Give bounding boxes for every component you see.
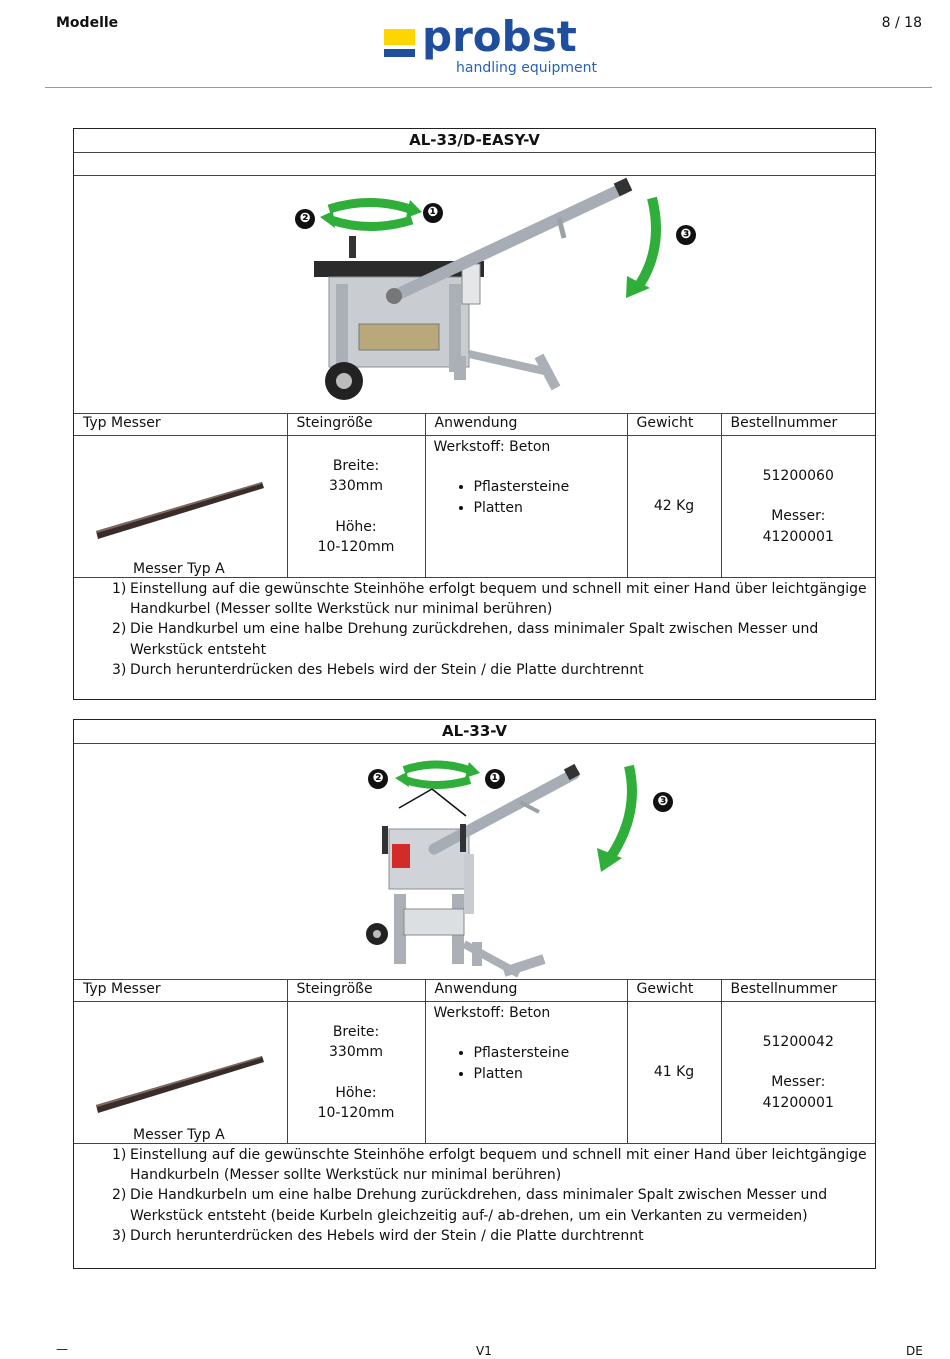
knife-image	[74, 1002, 287, 1122]
size-cell	[287, 435, 425, 577]
knife-cell	[74, 1001, 287, 1143]
width-value: 330mm	[329, 478, 383, 494]
col-anwendung: Anwendung	[425, 414, 627, 435]
list-item: • Platten	[474, 1064, 627, 1085]
order-cell	[721, 1001, 875, 1143]
page-number: 8 / 18	[881, 15, 922, 31]
splitter-machine-illustration	[74, 176, 877, 414]
list-item: 3) Durch herunterdrücken des Hebels wird der Stein / die Platte durchtrennt	[112, 662, 644, 679]
logo-bars-icon	[384, 29, 415, 57]
product-title: AL-33/D-EASY-V	[74, 129, 875, 153]
list-item: 1) Einstellung auf die gewünschte Steinhöhe erfolgt bequem und schnell mit einer Hand über leichtgängige Handkurbeln (Messer sollte Werkstück nur minimal berühren)	[112, 1146, 867, 1183]
instruction-list	[74, 578, 875, 681]
instruction-list	[74, 1144, 875, 1247]
col-gewicht: Gewicht	[627, 414, 721, 435]
knife-image	[74, 436, 287, 556]
footer-language: DE	[906, 1344, 923, 1358]
product-block-2	[73, 719, 876, 1269]
col-bestellnummer: Bestellnummer	[721, 414, 875, 435]
list-item: • Platten	[474, 498, 627, 519]
knife-caption: Messer Typ A	[133, 1126, 225, 1143]
list-item: 2) Die Handkurbel um eine halbe Drehung zurückdrehen, dass minimaler Spalt zwischen Messer und Werkstück entsteht	[112, 621, 819, 658]
step-1-marker-icon: ❶	[485, 769, 505, 789]
application-cell	[425, 435, 627, 577]
knife-caption: Messer Typ A	[133, 560, 225, 577]
product-block-1	[73, 128, 876, 700]
col-typ-messer: Typ Messer	[74, 414, 287, 435]
order-number: 51200060	[762, 467, 834, 484]
empty-row	[74, 153, 875, 176]
material: Werkstoff: Beton	[433, 1004, 551, 1021]
rotate-arrows-icon	[320, 200, 422, 228]
press-down-arrow-icon	[626, 198, 656, 298]
knife-cell	[74, 435, 287, 577]
col-anwendung: Anwendung	[425, 980, 627, 1001]
knife-number: 41200001	[762, 1094, 834, 1111]
product-image-area	[74, 176, 875, 414]
application-list	[434, 477, 627, 518]
list-item: 3) Durch herunterdrücken des Hebels wird der Stein / die Platte durchtrennt	[112, 1228, 644, 1245]
footer-version: V1	[476, 1344, 492, 1358]
col-steingroesse: Steingröße	[287, 414, 425, 435]
logo-word: probst	[422, 12, 577, 61]
rotate-arrows-icon	[395, 762, 480, 787]
logo-subtitle: handling equipment	[456, 60, 597, 76]
application-list	[434, 1043, 627, 1084]
knife-label: Messer:	[771, 508, 826, 524]
height-value: 10-120mm	[317, 539, 395, 555]
col-gewicht: Gewicht	[627, 980, 721, 1001]
step-2-marker-icon: ❷	[368, 769, 388, 789]
col-steingroesse: Steingröße	[287, 980, 425, 1001]
list-item: • Pflastersteine	[474, 1043, 627, 1064]
step-2-marker-icon: ❷	[295, 209, 315, 229]
list-item: • Pflastersteine	[474, 477, 627, 498]
width-value: 330mm	[329, 1044, 383, 1060]
list-item: 2) Die Handkurbeln um eine halbe Drehung zurückdrehen, dass minimaler Spalt zwischen Messer und Werkstück entsteht (beide Kurbeln gleichzeitig auf-/ ab-drehen, um ein Verkanten zu vermeiden)	[112, 1187, 828, 1224]
footer-dash: —	[56, 1342, 68, 1356]
knife-label: Messer:	[771, 1074, 826, 1090]
width-label: Breite:	[332, 1023, 380, 1040]
press-down-arrow-icon	[597, 766, 632, 872]
section-title: Modelle	[56, 15, 119, 31]
knife-number: 41200001	[762, 528, 834, 545]
list-item: 1) Einstellung auf die gewünschte Steinhöhe erfolgt bequem und schnell mit einer Hand über leichtgängige Handkurbel (Messer sollte Werkstück nur minimal berühren)	[112, 580, 867, 617]
application-cell	[425, 1001, 627, 1143]
height-value: 10-120mm	[317, 1105, 395, 1121]
col-typ-messer: Typ Messer	[74, 980, 287, 1001]
step-3-marker-icon: ❸	[653, 792, 673, 812]
spec-table	[74, 414, 875, 578]
material: Werkstoff: Beton	[433, 438, 551, 455]
height-label: Höhe:	[335, 518, 377, 535]
product-image-area	[74, 744, 875, 980]
size-cell	[287, 1001, 425, 1143]
order-cell	[721, 435, 875, 577]
width-label: Breite:	[332, 457, 380, 474]
height-label: Höhe:	[335, 1084, 377, 1101]
weight-value: 42 Kg	[627, 435, 721, 577]
step-3-marker-icon: ❸	[676, 225, 696, 245]
probst-logo	[384, 12, 604, 82]
product-title: AL-33-V	[74, 720, 875, 744]
order-number: 51200042	[762, 1033, 834, 1050]
spec-table	[74, 980, 875, 1144]
weight-value: 41 Kg	[627, 1001, 721, 1143]
col-bestellnummer: Bestellnummer	[721, 980, 875, 1001]
header-divider	[45, 87, 932, 88]
step-1-marker-icon: ❶	[423, 203, 443, 223]
splitter-machine-illustration	[74, 744, 877, 980]
